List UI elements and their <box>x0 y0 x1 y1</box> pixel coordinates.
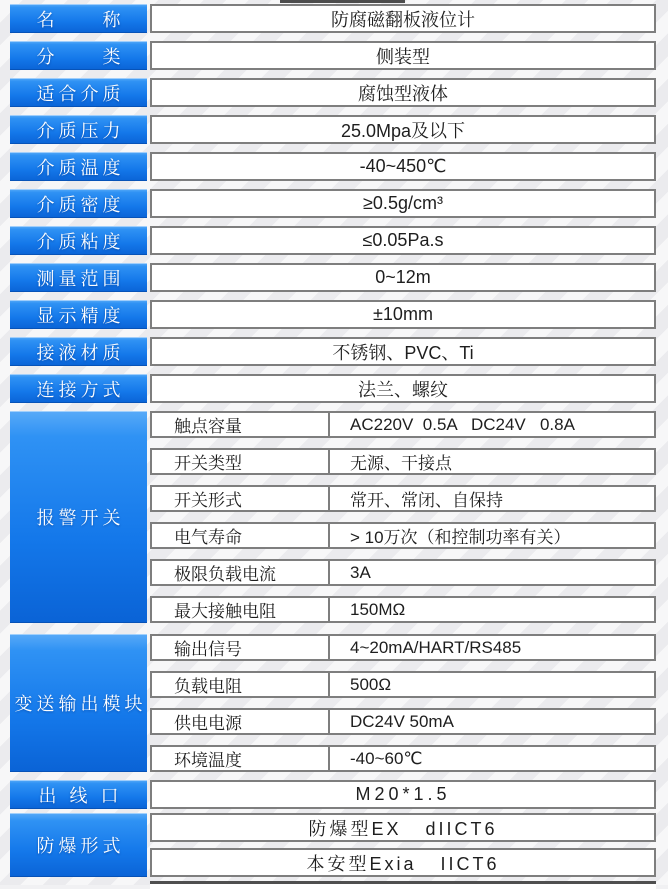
transmitter-value-ambient-temperature: -40~60℃ <box>328 747 654 770</box>
row-label-cable-outlet: 出 线 口 <box>10 780 147 809</box>
explosion-proof-rows <box>150 813 656 877</box>
transmitter-name-output-signal: 输出信号 <box>174 640 242 659</box>
transmitter-row-power-supply <box>150 708 656 735</box>
alarm-value-electrical-life: > 10万次（和控制功率有关） <box>328 524 654 547</box>
transmitter-row-ambient-temperature <box>150 745 656 772</box>
row-label-suitable-medium: 适合介质 <box>10 78 147 107</box>
row-value-accuracy: ±10mm <box>150 300 656 329</box>
row-value-name: 防腐磁翻板液位计 <box>150 4 656 33</box>
explosion-proof-type-exia: 本安型Exia IICT6 <box>150 848 656 877</box>
spec-row-cable-outlet <box>10 780 656 809</box>
alarm-value-switch-form: 常开、常闭、自保持 <box>328 487 654 510</box>
alarm-name-electrical-life: 电气寿命 <box>174 528 242 547</box>
transmitter-value-output-signal: 4~20mA/HART/RS485 <box>328 636 654 659</box>
row-label-pressure: 介质压力 <box>10 115 147 144</box>
row-label-accuracy: 显示精度 <box>10 300 147 329</box>
alarm-name-limit-current: 极限负载电流 <box>174 565 276 584</box>
row-value-density: ≥0.5g/cm³ <box>150 189 656 218</box>
alarm-row-contact-capacity <box>150 411 656 438</box>
alarm-row-electrical-life <box>150 522 656 549</box>
alarm-value-switch-type: 无源、干接点 <box>328 450 654 473</box>
alarm-row-switch-form <box>150 485 656 512</box>
spec-row-suitable-medium <box>10 78 656 107</box>
row-value-viscosity: ≤0.05Pa.s <box>150 226 656 255</box>
alarm-value-limit-current: 3A <box>328 561 654 584</box>
row-value-temperature: -40~450℃ <box>150 152 656 181</box>
row-label-connection: 连接方式 <box>10 374 147 403</box>
transmitter-row-output-signal <box>150 634 656 661</box>
row-label-wetted-material: 接液材质 <box>10 337 147 366</box>
explosion-proof-label: 防爆形式 <box>10 813 147 877</box>
spec-row-connection <box>10 374 656 403</box>
spec-row-accuracy <box>10 300 656 329</box>
row-value-cable-outlet: M20*1.5 <box>150 780 656 809</box>
alarm-switch-group <box>10 411 656 623</box>
transmitter-name-power-supply: 供电电源 <box>174 714 242 733</box>
row-value-suitable-medium: 腐蚀型液体 <box>150 78 656 107</box>
row-value-wetted-material: 不锈钢、PVC、Ti <box>150 337 656 366</box>
alarm-name-max-contact-resistance: 最大接触电阻 <box>174 602 276 621</box>
alarm-row-switch-type <box>150 448 656 475</box>
spec-row-viscosity <box>10 226 656 255</box>
transmitter-module-rows <box>150 634 656 772</box>
spec-row-range <box>10 263 656 292</box>
transmitter-name-load-resistance: 负载电阻 <box>174 677 242 696</box>
alarm-value-contact-capacity: AC220V 0.5A DC24V 0.8A <box>328 413 654 436</box>
transmitter-module-group <box>10 634 656 772</box>
spec-row-wetted-material <box>10 337 656 366</box>
alarm-name-switch-type: 开关类型 <box>174 454 242 473</box>
alarm-row-max-contact-resistance <box>150 596 656 623</box>
alarm-switch-rows <box>150 411 656 623</box>
row-label-range: 测量范围 <box>10 263 147 292</box>
spec-row-category <box>10 41 656 70</box>
alarm-name-switch-form: 开关形式 <box>174 491 242 510</box>
explosion-proof-type-ex: 防爆型EX dIICT6 <box>150 813 656 842</box>
alarm-switch-label: 报警开关 <box>10 411 147 623</box>
row-label-category: 分 类 <box>10 41 147 70</box>
transmitter-module-label: 变送输出模块 <box>10 634 147 772</box>
top-cropped-row-edge <box>280 0 405 3</box>
alarm-name-contact-capacity: 触点容量 <box>174 417 242 436</box>
alarm-row-limit-current <box>150 559 656 586</box>
explosion-proof-group <box>10 813 656 877</box>
row-value-range: 0~12m <box>150 263 656 292</box>
transmitter-value-power-supply: DC24V 50mA <box>328 710 654 733</box>
spec-row-name <box>10 4 656 33</box>
transmitter-value-load-resistance: 500Ω <box>328 673 654 696</box>
transmitter-name-ambient-temperature: 环境温度 <box>174 751 242 770</box>
row-value-connection: 法兰、螺纹 <box>150 374 656 403</box>
row-value-pressure: 25.0Mpa及以下 <box>150 115 656 144</box>
row-label-name: 名 称 <box>10 4 147 33</box>
row-value-category: 侧装型 <box>150 41 656 70</box>
row-label-temperature: 介质温度 <box>10 152 147 181</box>
spec-row-density <box>10 189 656 218</box>
row-label-viscosity: 介质粘度 <box>10 226 147 255</box>
spec-row-pressure <box>10 115 656 144</box>
bottom-cropped-row-edge <box>150 881 656 889</box>
spec-row-temperature <box>10 152 656 181</box>
transmitter-row-load-resistance <box>150 671 656 698</box>
alarm-value-max-contact-resistance: 150MΩ <box>328 598 654 621</box>
row-label-density: 介质密度 <box>10 189 147 218</box>
